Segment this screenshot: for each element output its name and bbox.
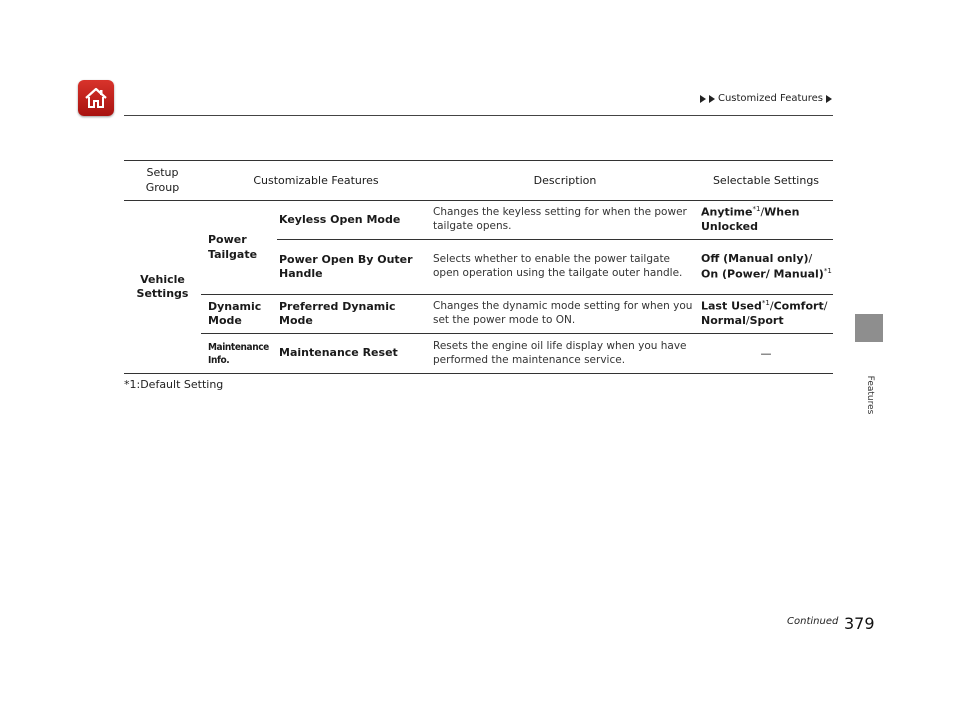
header-customizable-features: Customizable Features — [201, 161, 431, 201]
customization-table — [124, 160, 833, 374]
subgroup-power-tailgate: Power Tailgate — [201, 201, 277, 295]
description-text: Selects whether to enable the power tailgate open operation using the tailgate outer handle. — [433, 253, 683, 279]
feature-description — [431, 201, 699, 240]
selectable-settings: Last Used$^{*1}$/Comfort/ Normal/Sport — [699, 295, 833, 334]
setting-option: On (Power/ Manual) — [701, 267, 824, 281]
footnote: *1:Default Setting — [124, 378, 224, 391]
setting-option: Last Used — [701, 299, 762, 313]
setting-option: — — [760, 347, 772, 360]
subgroup-maintenance-info: Maintenance Info. — [201, 334, 277, 374]
default-mark: *1 — [752, 204, 761, 213]
default-mark: *1 — [761, 298, 770, 307]
breadcrumb-arrow-icon — [700, 95, 706, 103]
default-mark: *1 — [823, 266, 832, 275]
selectable-settings: Anytime$^{*1}$/When Unlocked — [699, 201, 833, 240]
section-tab[interactable] — [855, 314, 883, 342]
table-row — [124, 295, 833, 334]
feature-name: Power Open By Outer Handle — [277, 240, 431, 295]
group-vehicle-settings: Vehicle Settings — [124, 201, 201, 374]
feature-description — [431, 295, 699, 334]
feature-description — [431, 240, 699, 295]
setting-option: Comfort — [773, 299, 824, 313]
setting-option: When Unlocked — [701, 205, 800, 234]
breadcrumb-label: Customized Features — [717, 93, 823, 104]
selectable-settings: Off (Manual only)/ On (Power/ Manual)$^{*1}$ — [699, 240, 833, 295]
header-divider — [124, 115, 833, 116]
setting-option: Anytime — [701, 205, 753, 219]
header-setup-group: Setup Group — [124, 161, 201, 201]
feature-name: Preferred Dynamic Mode — [277, 295, 431, 334]
header-description: Description — [431, 161, 699, 201]
setting-option: Off (Manual only) — [701, 251, 809, 265]
selectable-settings — [699, 334, 833, 374]
breadcrumb[interactable] — [700, 93, 832, 104]
description-text: Changes the dynamic mode setting for when you set the power mode to ON. — [433, 300, 693, 326]
page-number: 379 — [844, 614, 875, 633]
header-selectable-settings: Selectable Settings — [699, 161, 833, 201]
table-row — [124, 334, 833, 374]
breadcrumb-arrow-icon — [826, 95, 832, 103]
subgroup-dynamic-mode: Dynamic Mode — [201, 295, 277, 334]
feature-name: Keyless Open Mode — [277, 201, 431, 240]
feature-name: Maintenance Reset — [277, 334, 431, 374]
setting-option: Sport — [749, 314, 784, 328]
feature-description — [431, 334, 699, 374]
description-text: Resets the engine oil life display when you have performed the maintenance service. — [433, 339, 687, 366]
table-header — [124, 161, 833, 201]
table-row — [124, 201, 833, 240]
setting-option: Normal — [701, 314, 746, 328]
breadcrumb-arrow-icon — [709, 95, 715, 103]
description-text: Changes the keyless setting for when the power tailgate opens. — [433, 206, 687, 232]
continued-label: Continued — [787, 616, 839, 627]
home-button[interactable] — [78, 80, 114, 116]
home-icon — [83, 86, 109, 110]
section-tab-label: Features — [865, 375, 875, 415]
